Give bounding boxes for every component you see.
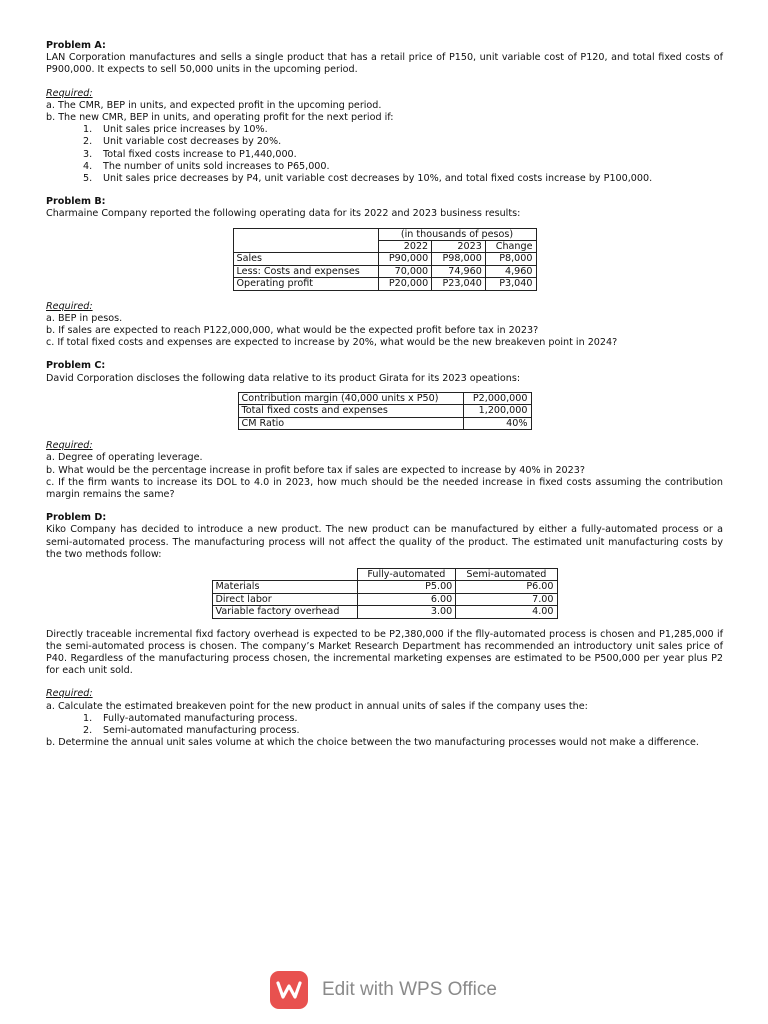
problem-d-required-label: Required:	[46, 688, 93, 700]
list-item: 5. Unit sales price decreases by P4, unit variable cost decreases by 10%, and total fixed costs increase by P100,000.	[83, 173, 653, 185]
problem-a-required-label: Required:	[46, 87, 93, 99]
wps-edit-label: Edit with WPS Office	[322, 978, 497, 1000]
problem-c	[46, 360, 723, 501]
table-cell: 1,200,000	[463, 405, 531, 417]
table-row	[212, 593, 557, 605]
table-cell: P6.00	[456, 581, 557, 593]
table-row	[212, 568, 557, 580]
problem-a-req-b: b. The new CMR, BEP in units, and operating profit for the next period if:	[46, 112, 394, 124]
problem-c-required-label: Required:	[46, 440, 93, 452]
problem-b	[46, 196, 723, 349]
table-cell: 4,960	[485, 265, 536, 277]
problem-d-req-a: a. Calculate the estimated breakeven point for the new product in annual units of sales if the company uses the:	[46, 700, 588, 712]
table-row	[233, 253, 536, 265]
table-cell: P5.00	[357, 581, 456, 593]
table-header: 2023	[432, 241, 486, 253]
table-cell: P90,000	[378, 253, 432, 265]
table-cell: Materials	[212, 581, 357, 593]
table-cell: Contribution margin (40,000 units x P50)	[238, 392, 463, 404]
table-cell: P23,040	[432, 278, 486, 290]
problem-c-body: David Corporation discloses the following data relative to its product Girata for its 2023 opeations:	[46, 372, 521, 384]
list-item: 3. Total fixed costs increase to P1,440,000.	[83, 148, 297, 160]
manufacturing-cost-table	[212, 568, 558, 619]
table-row	[233, 278, 536, 290]
problem-c-title: Problem C:	[46, 360, 106, 372]
problem-c-req-a: a. Degree of operating leverage.	[46, 452, 203, 464]
table-group-header: (in thousands of pesos)	[378, 228, 536, 240]
table-row	[212, 581, 557, 593]
table-cell: 3.00	[357, 606, 456, 618]
problem-c-req-b: b. What would be the percentage increase in profit before tax if sales are expected to increase by 40% in 2023?	[46, 464, 585, 476]
contribution-margin-table	[238, 392, 532, 430]
table-cell: 74,960	[432, 265, 486, 277]
table-cell: Total fixed costs and expenses	[238, 405, 463, 417]
table-cell: 6.00	[357, 593, 456, 605]
table-cell: P98,000	[432, 253, 486, 265]
problem-d-body: Kiko Company has decided to introduce a new product. The new product can be manufactured by either a fully-automated process or a semi-automated process. The manufacturing process will not affect the quality of the product. The estimated unit manufacturing costs by the two methods follow:	[46, 524, 723, 560]
table-row	[238, 392, 531, 404]
table-cell: P20,000	[378, 278, 432, 290]
table-cell: 40%	[463, 417, 531, 429]
problem-b-title: Problem B:	[46, 196, 106, 208]
table-cell: CM Ratio	[238, 417, 463, 429]
document-page	[46, 40, 723, 760]
table-cell: 7.00	[456, 593, 557, 605]
list-item: 2. Unit variable cost decreases by 20%.	[83, 136, 282, 148]
table-header: Change	[485, 241, 536, 253]
table-cell: P8,000	[485, 253, 536, 265]
table-row	[212, 606, 557, 618]
table-cell: Sales	[233, 253, 378, 265]
problem-d-title: Problem D:	[46, 512, 107, 524]
table-row	[233, 265, 536, 277]
problem-a-title: Problem A:	[46, 40, 106, 51]
table-cell: Direct labor	[212, 593, 357, 605]
operating-data-table	[233, 228, 537, 291]
table-row	[238, 405, 531, 417]
table-header: Fully-automated	[357, 568, 456, 580]
problem-c-req-c: c. If the firm wants to increase its DOL to 4.0 in 2023, how much should be the needed increase in fixed costs assuming the contribution margin remains the same?	[46, 476, 723, 500]
table-cell: 70,000	[378, 265, 432, 277]
table-row	[233, 228, 536, 240]
problem-b-body: Charmaine Company reported the following operating data for its 2022 and 2023 business results:	[46, 208, 521, 220]
problem-b-required-label: Required:	[46, 300, 93, 312]
table-row	[238, 417, 531, 429]
list-item: 1. Unit sales price increases by 10%.	[83, 124, 268, 136]
table-cell: P3,040	[485, 278, 536, 290]
wps-logo-icon	[270, 971, 308, 1009]
table-cell: Operating profit	[233, 278, 378, 290]
problem-b-req-a: a. BEP in pesos.	[46, 312, 123, 324]
list-item: 2. Semi-automated manufacturing process.	[83, 724, 300, 736]
problem-d	[46, 512, 723, 749]
table-header: 2022	[378, 241, 432, 253]
wps-edit-button[interactable]	[270, 971, 497, 1009]
problem-d-req-b: b. Determine the annual unit sales volume at which the choice between the two manufacturing processes would not make a difference.	[46, 737, 699, 749]
list-item: 4. The number of units sold increases to P65,000.	[83, 160, 330, 172]
table-cell: P2,000,000	[463, 392, 531, 404]
table-cell: Variable factory overhead	[212, 606, 357, 618]
problem-a-req-a: a. The CMR, BEP in units, and expected profit in the upcoming period.	[46, 99, 382, 111]
table-row	[233, 241, 536, 253]
table-cell: 4.00	[456, 606, 557, 618]
problem-b-req-c: c. If total fixed costs and expenses are expected to increase by 20%, what would be the new breakeven point in 2024?	[46, 337, 618, 349]
problem-b-req-b: b. If sales are expected to reach P122,000,000, what would be the expected profit before tax in 2023?	[46, 325, 539, 337]
problem-a	[46, 40, 723, 185]
table-cell: Less: Costs and expenses	[233, 265, 378, 277]
list-item: 1. Fully-automated manufacturing process.	[83, 712, 298, 724]
table-header: Semi-automated	[456, 568, 557, 580]
problem-d-body2: Directly traceable incremental fixd factory overhead is expected to be P2,380,000 if the flly-automated process is chosen and P1,285,000 if the semi-automated process is chosen. The company’s Market Research Department has recommended an introductory unit sales price of P40. Regardless of the manufacturing process chosen, the incremental marketing expenses are estimated to be P500,000 per year plus P2 for each unit sold.	[46, 628, 723, 677]
problem-a-body: LAN Corporation manufactures and sells a single product that has a retail price of P150, unit variable cost of P120, and total fixed costs of P900,000. It expects to sell 50,000 units in the upcoming period.	[46, 52, 723, 76]
